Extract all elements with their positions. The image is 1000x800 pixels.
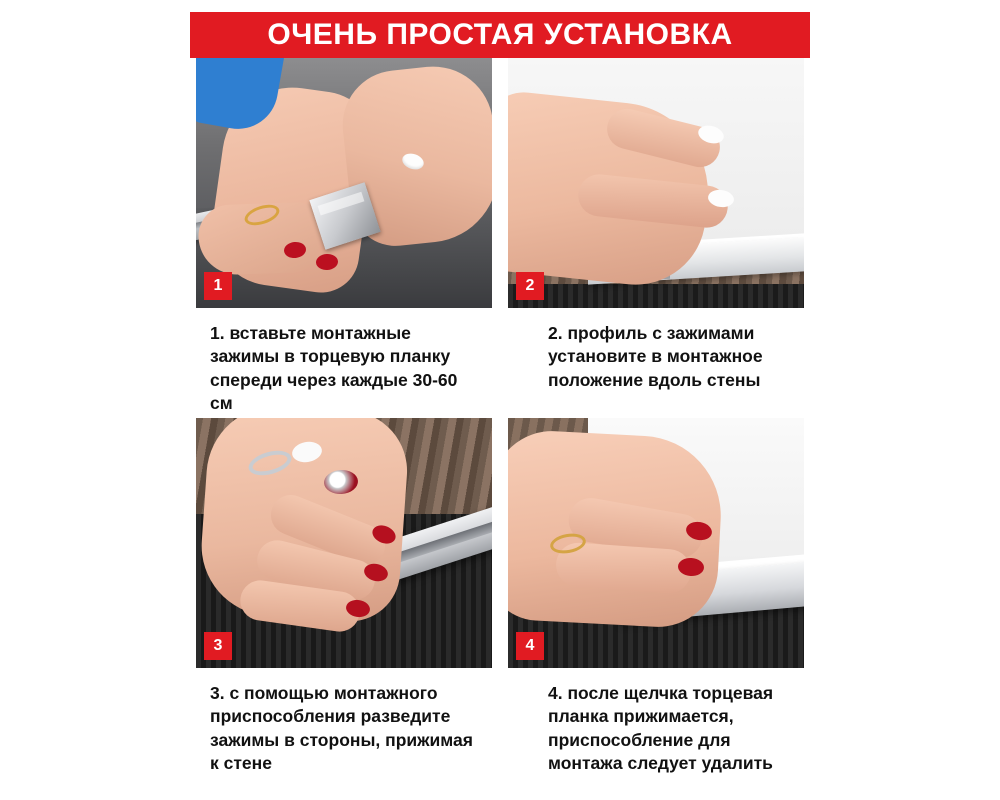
step-4-caption: 4. после щелчка торцевая планка прижимается, приспособление для монтажа следует удалить bbox=[548, 683, 774, 773]
step-4 bbox=[508, 418, 804, 790]
step-3-caption: 3. с помощью монтажного приспособления разведите зажимы в стороны, прижимая к стене bbox=[210, 683, 473, 773]
step-1-photo bbox=[196, 58, 492, 308]
header-banner bbox=[190, 12, 810, 58]
step-3-photo bbox=[196, 418, 492, 668]
steps-grid bbox=[196, 58, 804, 790]
dark-mat bbox=[508, 284, 804, 308]
step-1-badge: 1 bbox=[204, 272, 232, 300]
step-3 bbox=[196, 418, 492, 790]
step-4-photo bbox=[508, 418, 804, 668]
step-3-badge: 3 bbox=[204, 632, 232, 660]
step-1-caption: 1. вставьте монтажные зажимы в торцевую планку спереди через каждые 30-60 см bbox=[210, 323, 458, 413]
page-title: ОЧЕНЬ ПРОСТАЯ УСТАНОВКА bbox=[267, 18, 733, 51]
step-2-photo bbox=[508, 58, 804, 308]
step-4-badge: 4 bbox=[516, 632, 544, 660]
step-2-caption: 2. профиль с зажимами установите в монтажное положение вдоль стены bbox=[548, 323, 763, 390]
step-2-badge: 2 bbox=[516, 272, 544, 300]
step-1 bbox=[196, 58, 492, 418]
step-2 bbox=[508, 58, 804, 418]
